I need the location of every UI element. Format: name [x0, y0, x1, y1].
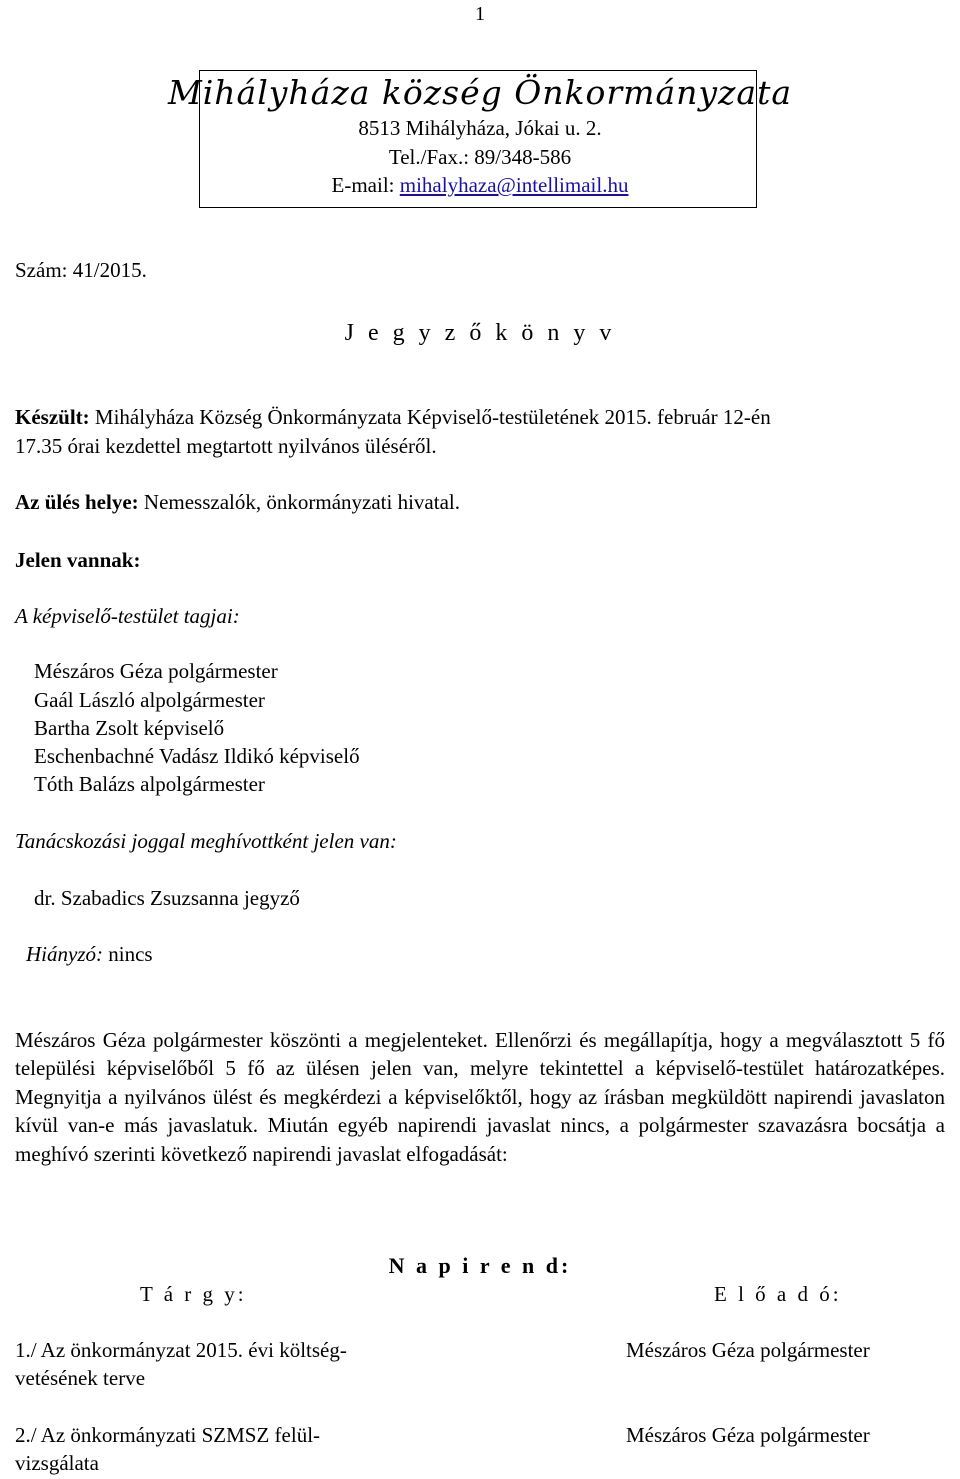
org-address: 8513 Mihályháza, Jókai u. 2. — [358, 116, 602, 140]
members-heading: A képviselő-testület tagjai: — [15, 604, 240, 628]
meeting-location — [15, 488, 460, 516]
email-link[interactable]: mihalyhaza@intellimail.hu — [399, 173, 629, 197]
agenda-item-presenter: Mészáros Géza polgármester — [626, 1338, 870, 1362]
org-telephone: Tel./Fax.: 89/348-586 — [388, 145, 572, 169]
opening-paragraph: Mészáros Géza polgármester köszönti a megjelenteket. Ellenőrzi és megállapítja, hogy a megválasztott 5 fő települési képviselőből 5 fő az ülésen jelen van, melyre tekintettel a képviselő-testület határozatképes. Megnyitja a nyilvános ülést és megkérdezi a képviselőktől, hogy az írásban megküldött napirendi javaslaton kívül van-e más javaslatuk. Miután egyéb napirendi javaslat nincs, a polgármester szavazásra bocsátja a meghívó szerinti következő napirendi javaslat elfogadását: — [15, 1028, 945, 1166]
page-number: 1 — [475, 3, 485, 25]
agenda-item-line: vetésének terve — [15, 1366, 146, 1390]
agenda-item-presenter: Mészáros Géza polgármester — [626, 1423, 870, 1447]
agenda-title: N a p i r e n d: — [388, 1253, 572, 1278]
document-number: Szám: 41/2015. — [15, 258, 147, 282]
member-item: Bartha Zsolt képviselő — [34, 716, 225, 740]
keszult-line-2: 17.35 órai kezdettel megtartott nyilvános üléséről. — [15, 434, 437, 458]
member-item: Eschenbachné Vadász Ildikó képviselő — [34, 744, 360, 768]
member-item: Mészáros Géza polgármester — [34, 659, 278, 683]
agenda-presenter-header: E l ő a d ó: — [714, 1282, 842, 1306]
notary: dr. Szabadics Zsuzsanna jegyző — [34, 886, 300, 910]
location-value: Nemesszalók, önkormányzati hivatal. — [138, 490, 460, 514]
absent-value: nincs — [103, 942, 153, 966]
keszult-line-1 — [15, 403, 771, 431]
keszult-text: Mihályháza Község Önkormányzata Képviselő-testületének 2015. február 12-én — [89, 405, 771, 429]
member-item: Tóth Balázs alpolgármester — [34, 772, 265, 796]
keszult-label: Készült: — [15, 405, 90, 429]
org-name: Mihályháza község Önkormányzata — [167, 73, 793, 112]
agenda-subject-header: T á r g y: — [140, 1282, 247, 1306]
agenda-item-subject — [15, 1336, 347, 1392]
document-title: J e g y z ő k ö n y v — [344, 320, 616, 346]
location-label: Az ülés helye: — [15, 490, 139, 514]
email-label: E-mail: — [331, 173, 400, 197]
invited-heading: Tanácskozási joggal meghívottként jelen van: — [15, 829, 397, 853]
agenda-item-line: 2./ Az önkormányzati SZMSZ felül- — [15, 1423, 321, 1447]
agenda-item-line: 1./ Az önkormányzat 2015. évi költség- — [15, 1338, 347, 1362]
agenda-item-line: vizsgálata — [15, 1451, 99, 1475]
agenda-item-subject — [15, 1421, 320, 1477]
absent-label: Hiányzó: — [26, 942, 103, 966]
absent-line — [26, 940, 153, 968]
member-item: Gaál László alpolgármester — [34, 688, 265, 712]
present-heading: Jelen vannak: — [15, 548, 141, 572]
org-email-line — [0, 171, 960, 199]
